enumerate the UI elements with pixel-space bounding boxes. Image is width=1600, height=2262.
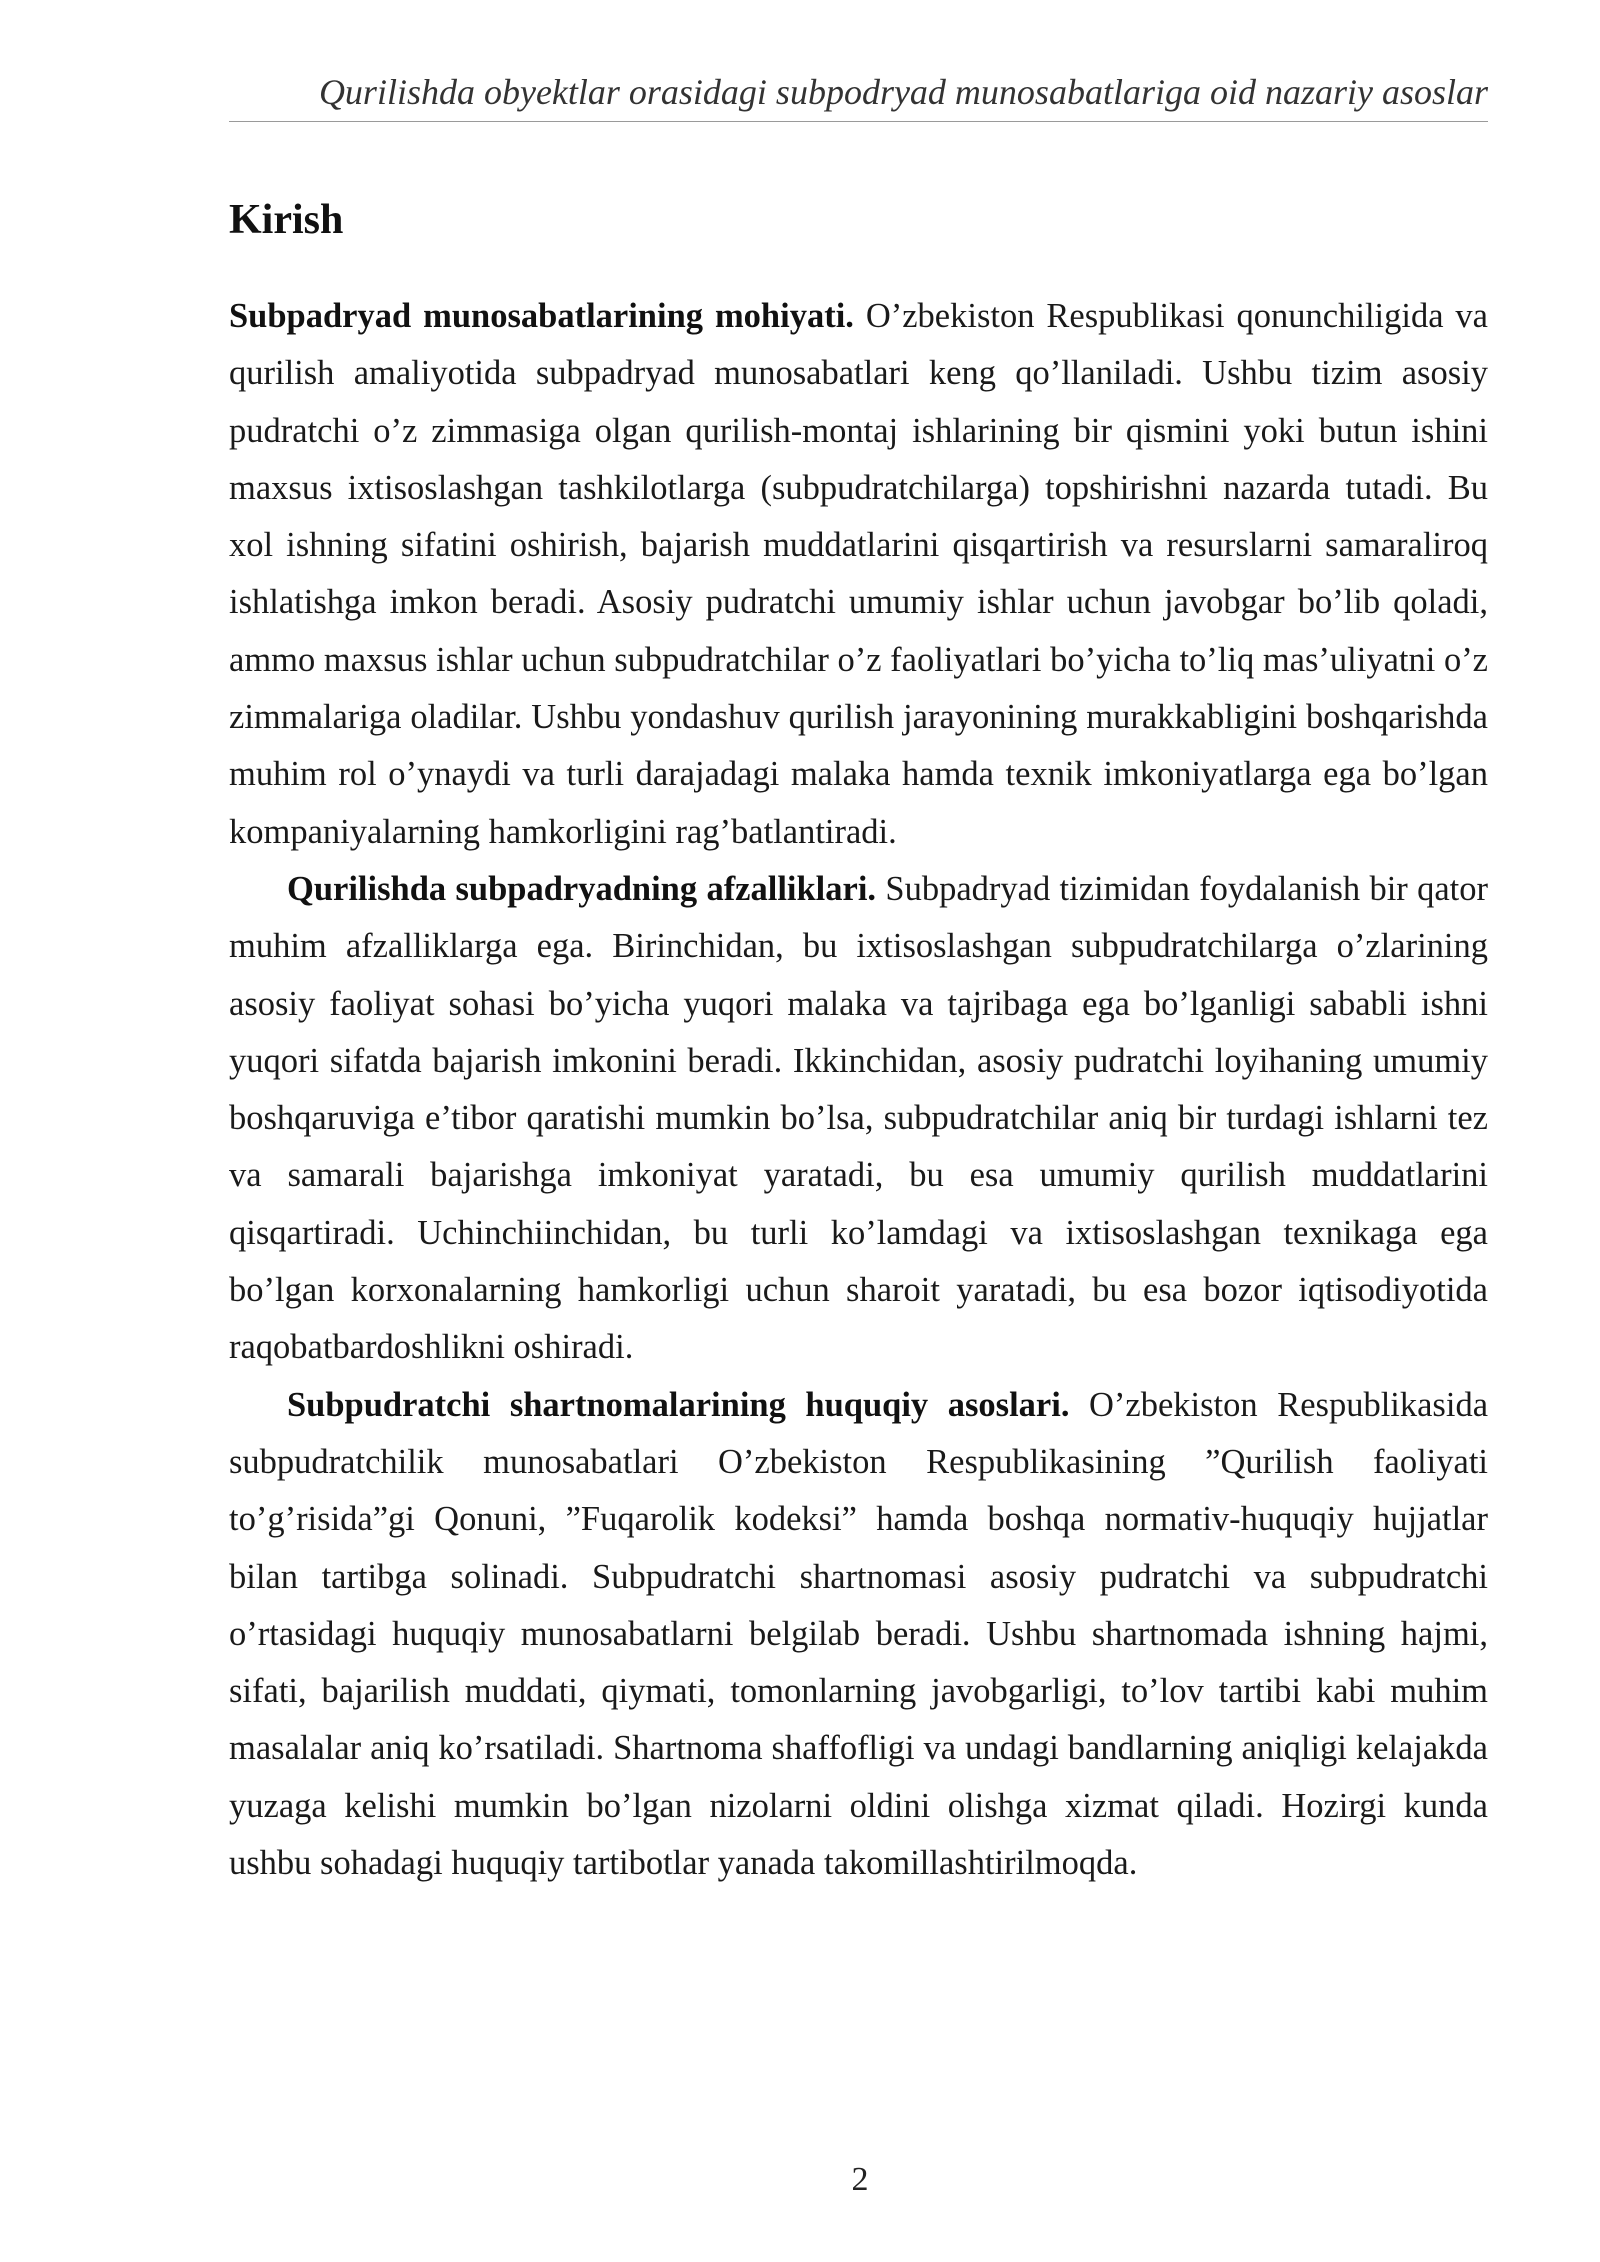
paragraph-text: O’zbekiston Respublikasi qonunchiligida va qurilish amaliyotida subpadryad munosabatlari keng qo’llaniladi. Ushbu tizim asosiy pudratchi o’z zimmasiga olgan qurilish-montaj ishlarining bir qismini yoki butun ishini maxsus ixtisoslashgan tashkilotlarga (subpudratchilarga) topshirishni nazarda tutadi. Bu xol ishning sifatini oshirish, bajarish muddatlarini qisqartirish va resurslarni samaraliroq ishlatishga imkon beradi. Asosiy pudratchi umumiy ishlar uchun javobgar bo’lib qoladi, ammo maxsus ishlar uchun subpudratchilar o’z faoliyatlari bo’yicha to’liq mas’uliyatni o’z zimmalariga oladilar. Ushbu yondashuv qurilish jarayonining murakkabligini boshqarishda muhim rol o’ynaydi va turli darajadagi malaka hamda texnik imkoniyatlarga ega bo’lgan kompaniyalarning hamkorligini rag’batlantiradi. [229,297,1488,851]
body-text [229,288,1488,1892]
header-divider [229,121,1488,122]
paragraph-huquqiy-asoslari [229,1377,1488,1893]
page-number: 2 [851,2161,869,2198]
paragraph-text: O’zbekiston Respublikasida subpudratchilik munosabatlari O’zbekiston Respublikasining ”Qurilish faoliyati to’g’risida”gi Qonuni, ”Fuqarolik kodeksi” hamda boshqa normativ-huquqiy hujjatlar bilan tartibga solinadi. Subpudratchi shartnomasi asosiy pudratchi va subpudratchi o’rtasidagi huquqiy munosabatlarni belgilab beradi. Ushbu shartnomada ishning hajmi, sifati, bajarilish muddati, qiymati, tomonlarning javobgarligi, to’lov tartibi kabi muhim masalalar aniq ko’rsatiladi. Shartnoma shaffofligi va undagi bandlarning aniqligi kelajakda yuzaga kelishi mumkin bo’lgan nizolarni oldini olishga xizmat qiladi. Hozirgi kunda ushbu sohadagi huquqiy tartibotlar yanada takomillashtirilmoqda. [229,1385,1489,1883]
paragraph-mohiyati [229,288,1488,861]
paragraph-afzalliklari [229,861,1488,1377]
paragraph-heading: Subpudratchi shartnomalarining huquqiy asoslari. [287,1385,1070,1424]
paragraph-text: Subpadryad tizimidan foydalanish bir qator muhim afzalliklarga ega. Birinchidan, bu ixtisoslashgan subpudratchilarga o’zlarining asosiy faoliyat sohasi bo’yicha yuqori malaka va tajribaga ega bo’lganligi sababli ishni yuqori sifatda bajarish imkonini beradi. Ikkinchidan, asosiy pudratchi loyihaning umumiy boshqaruviga e’tibor qaratishi mumkin bo’lsa, subpudratchilar aniq bir turdagi ishlarni tez va samarali bajarishga imkoniyat yaratadi, bu esa umumiy qurilish muddatlarini qisqartiradi. Uchinchiinchidan, bu turli ko’lamdagi va ixtisoslashgan texnikaga ega bo’lgan korxonalarning hamkorligi uchun sharoit yaratadi, bu esa bozor iqtisodiyotida raqobatbardoshlikni oshiradi. [229,869,1488,1367]
section-title: Kirish [229,197,344,243]
paragraph-heading: Qurilishda subpadryadning afzalliklari. [287,869,877,908]
paragraph-heading: Subpadryad munosabatlarining mohiyati. [229,297,854,335]
running-header: Qurilishda obyektlar orasidagi subpodryad munosabatlariga oid nazariy asoslar [318,72,1488,112]
